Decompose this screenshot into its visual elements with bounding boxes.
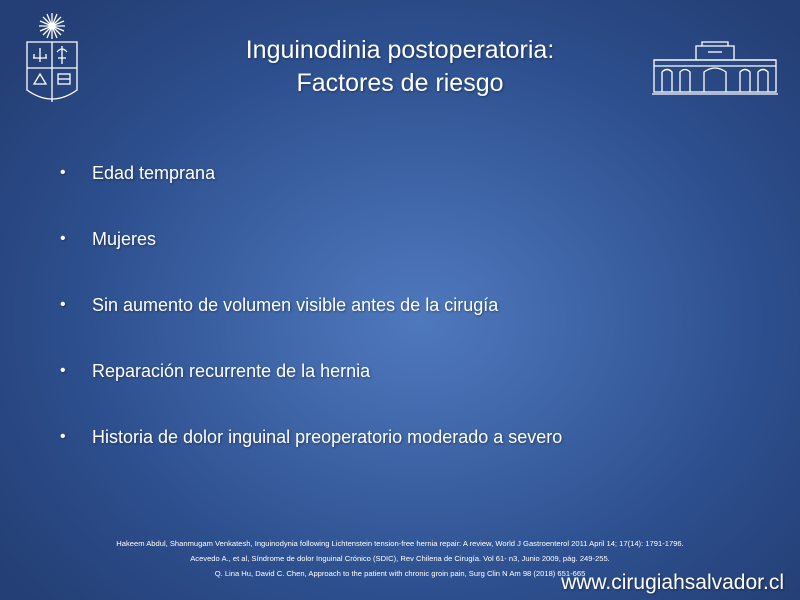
list-item-text: Sin aumento de volumen visible antes de la cirugía xyxy=(92,295,499,315)
reference-item: Acevedo A., et al, Síndrome de dolor Inguinal Crónico (SDIC), Rev Chilena de Cirugía. Vol 61- n3, Junio 2009, pág. 249-255. xyxy=(190,554,610,563)
bullet-icon: • xyxy=(60,230,66,247)
reference-item: Hakeem Abdul, Shanmugam Venkatesh, Inguinodynia following Lichtenstein tension-free hernia repair: A review, World J Gastroenterol 2011 April 14; 17(14): 1791-1796. xyxy=(116,539,684,548)
bullet-icon: • xyxy=(60,164,66,181)
list-item xyxy=(60,356,760,422)
list-item xyxy=(60,290,760,356)
hospital-building-icon xyxy=(652,40,778,96)
title-line-1: Inguinodinia postoperatoria: xyxy=(245,36,555,64)
list-item xyxy=(60,224,760,290)
bullet-icon: • xyxy=(60,428,66,445)
university-crest-icon xyxy=(22,10,82,110)
website-url: www.cirugiahsalvador.cl xyxy=(561,571,784,594)
list-item-text: Reparación recurrente de la hernia xyxy=(92,361,371,381)
list-item-text: Historia de dolor inguinal preoperatorio moderado a severo xyxy=(92,427,563,447)
list-item-text: Mujeres xyxy=(92,229,157,249)
risk-factor-list xyxy=(60,158,760,488)
reference-item: Q. Lina Hu, David C. Chen, Approach to the patient with chronic groin pain, Surg Clin N Am 98 (2018) 651-665 xyxy=(214,569,586,578)
slide-title xyxy=(140,34,660,100)
list-item xyxy=(60,158,760,224)
bullet-icon: • xyxy=(60,362,66,379)
title-line-2: Factores de riesgo xyxy=(296,69,504,97)
list-item xyxy=(60,422,760,488)
bullet-icon: • xyxy=(60,296,66,313)
list-item-text: Edad temprana xyxy=(92,163,216,183)
